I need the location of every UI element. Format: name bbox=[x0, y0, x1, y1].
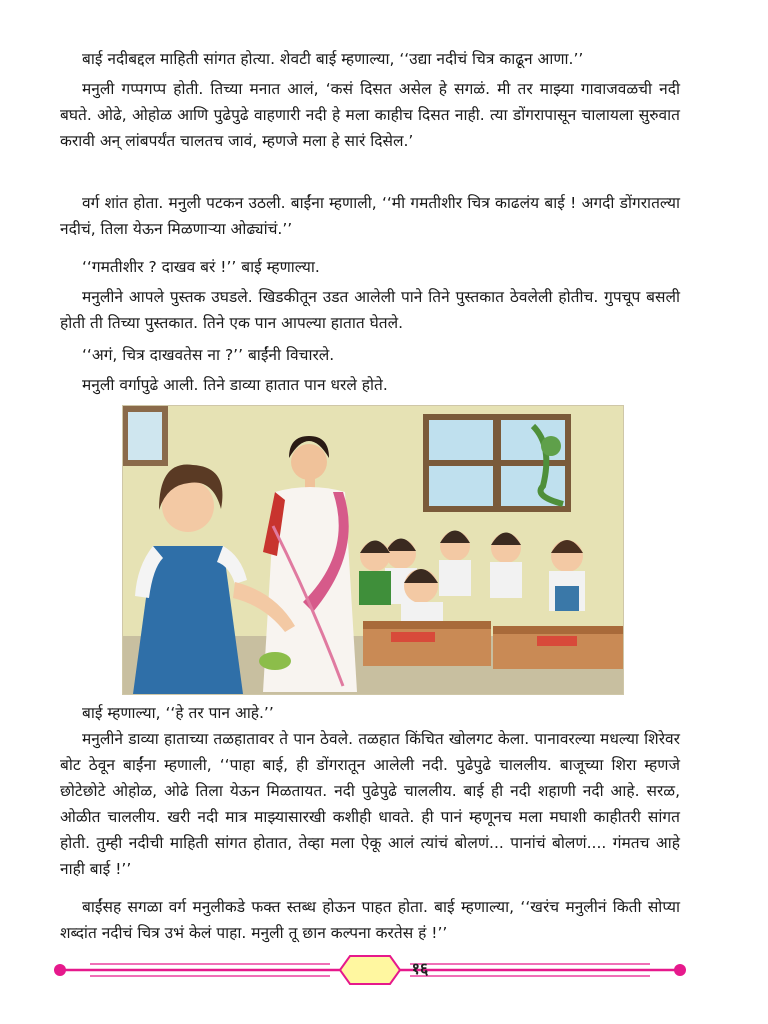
paragraph-3: वर्ग शांत होता. मनुली पटकन उठली. बाईंना म्हणाली, ‘‘मी गमतीशीर चित्र काढलंय बाई ! अगदी डोंगरातल्या नदीचं, तिला येऊन मिळणाऱ्या ओढ्यांचं.’’ bbox=[60, 194, 680, 238]
page-footer bbox=[50, 950, 690, 990]
paragraph-2: मनुली गप्पगप्प होती. तिच्या मनात आलं, ‘कसं दिसत असेल हे सगळं. मी तर माझ्या गावाजवळची नदी बघते. ओढे, ओहोळ आणि पुढेपुढे वाहणारी नदी हे मला काहीच दिसत नाही. त्या डोंगरापासून चालायला सुरुवात करावी अन् लांबपर्यंत चालतच जावं, म्हणजे मला हे सारं दिसेल.’ bbox=[60, 80, 680, 150]
footer-ornament bbox=[50, 950, 690, 990]
paragraph-5: मनुलीने आपले पुस्तक उघडले. खिडकीतून उडत आलेली पाने तिने पुस्तकात ठेवलेली होतीच. गुपचूप बसली होती ती तिच्या पुस्तकात. तिने एक पान आपल्या हातात घेतले. bbox=[60, 288, 680, 332]
paragraph-10: बाईंसह सगळा वर्ग मनुलीकडे फक्त स्तब्ध होऊन पाहत होता. बाई म्हणाल्या, ‘‘खरंच मनुलीनं किती सोप्या शब्दांत नदीचं चित्र उभं केलं पाहा. मनुली तू छान कल्पना करतेस हं !’’ bbox=[60, 898, 680, 942]
classroom-illustration bbox=[122, 405, 624, 695]
paragraph-9: मनुलीने डाव्या हाताच्या तळहातावर ते पान ठेवले. तळहात किंचित खोलगट केला. पानावरल्या मधल्या शिरेवर बोट ठेवून बाईंना म्हणाली, ‘‘पाहा बाई, ही डोंगरातून आलेली नदी. पुढेपुढे चाललीय. बाजूच्या शिरा म्हणजे छोटेछोटे ओहोळ, ओढे तिला येऊन मिळतायत. नदी पुढेपुढे चाललीय. बाई ही नदी शहाणी नदी आहे. सरळ, ओळीत चाललीय. खरी नदी मात्र माझ्यासारखी कशीही धावते. ही पानं म्हणूनच मला मघाशी काहीतरी सांगत होती. तुम्ही नदीची माहिती सांगत होतात, तेव्हा मला ऐकू आलं त्यांचं बोलणं... पानांचं बोलणं.... गंमतच आहे नाही बाई !’’ bbox=[60, 730, 680, 878]
paragraph-4: ‘‘गमतीशीर ? दाखव बरं !’’ बाई म्हणाल्या. bbox=[82, 258, 320, 276]
paragraph-7: मनुली वर्गापुढे आली. तिने डाव्या हातात पान धरले होते. bbox=[82, 376, 388, 394]
paragraph-1: बाई नदीबद्दल माहिती सांगत होत्या. शेवटी बाई म्हणाल्या, ‘‘उद्या नदीचं चित्र काढून आणा.’’ bbox=[82, 50, 584, 68]
leaf-icon bbox=[259, 652, 291, 670]
window-icon bbox=[423, 414, 571, 512]
paragraph-6: ‘‘अगं, चित्र दाखवतेस ना ?’’ बाईंनी विचारले. bbox=[82, 346, 335, 364]
paragraph-8: बाई म्हणाल्या, ‘‘हे तर पान आहे.’’ bbox=[82, 704, 274, 722]
desks bbox=[363, 621, 623, 669]
page-number: १६ bbox=[411, 959, 429, 978]
